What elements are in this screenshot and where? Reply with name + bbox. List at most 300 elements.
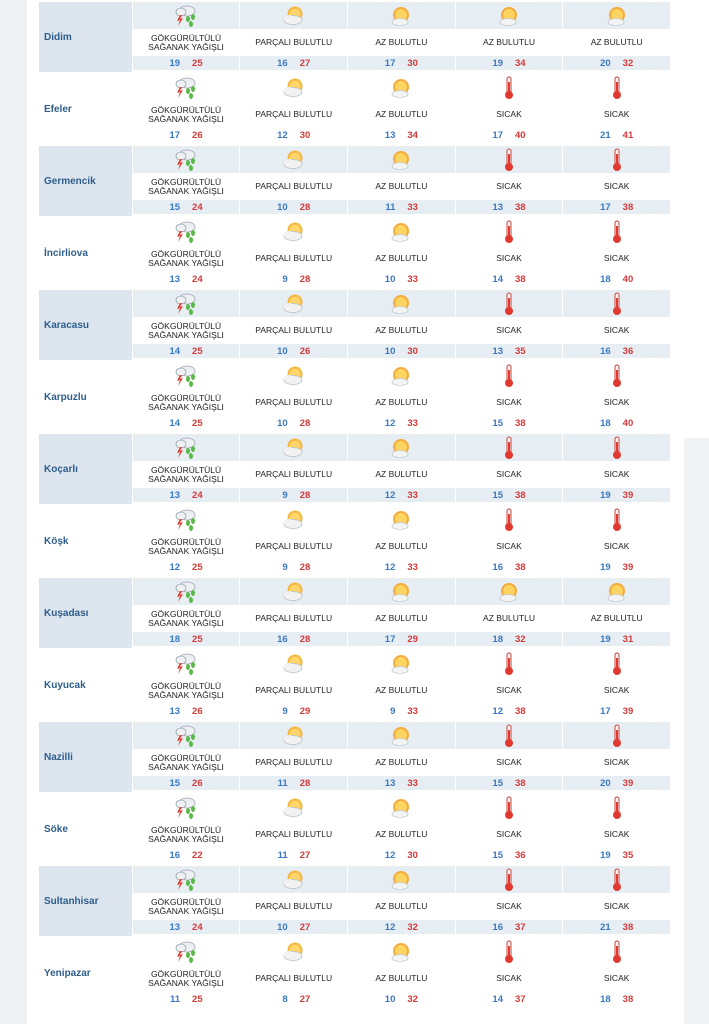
weather-description: AZ BULUTLU <box>375 973 428 983</box>
day-forecast-cell <box>133 938 240 1010</box>
thermometer-icon <box>456 506 563 533</box>
day-forecast-cell <box>348 722 455 794</box>
weather-description: PARÇALI BULUTLU <box>255 397 333 407</box>
day-forecast-cell <box>133 290 240 362</box>
weather-description: SICAK <box>603 757 630 767</box>
weather-description: SICAK <box>496 109 522 119</box>
mostly-sunny-icon <box>348 218 455 245</box>
thermometer-icon <box>456 866 563 893</box>
thermometer-icon <box>456 434 563 461</box>
temperature-range <box>456 560 563 574</box>
weather-description: PARÇALI BULUTLU <box>255 829 333 839</box>
weather-description: AZ BULUTLU <box>375 901 428 911</box>
weather-description: AZ BULUTLU <box>375 181 428 191</box>
forecast-table <box>27 0 684 1024</box>
mostly-sunny-icon <box>348 866 455 893</box>
day-forecast-cell <box>456 434 563 506</box>
weather-description: PARÇALI BULUTLU <box>255 37 333 47</box>
temperature-range <box>456 416 563 430</box>
thermometer-icon <box>456 218 563 245</box>
day-forecast-cell <box>240 218 347 290</box>
max-temp: 32 <box>407 993 418 1005</box>
weather-description: AZ BULUTLU <box>375 829 428 839</box>
min-temp: 16 <box>492 921 504 933</box>
weather-description: GÖKGÜRÜLTÜLÜ SAĞANAK YAĞIŞLI <box>148 464 224 484</box>
min-temp: 14 <box>169 345 181 357</box>
city-name[interactable]: Kuşadası <box>39 578 132 648</box>
thermometer-icon <box>563 722 670 749</box>
city-name[interactable]: Sultanhisar <box>39 866 132 936</box>
temperature-range <box>240 416 347 430</box>
temperature-range <box>348 920 455 934</box>
min-temp: 19 <box>600 633 611 645</box>
weather-description: SICAK <box>603 901 630 911</box>
mostly-sunny-icon <box>348 434 455 461</box>
thermometer-icon <box>456 290 563 317</box>
min-temp: 15 <box>492 417 504 429</box>
weather-description: SICAK <box>603 253 630 263</box>
min-temp: 16 <box>277 57 288 69</box>
weather-description: AZ BULUTLU <box>375 37 428 47</box>
temperature-range <box>563 344 670 358</box>
city-name[interactable]: Yenipazar <box>44 967 91 979</box>
weather-description: PARÇALI BULUTLU <box>255 613 333 623</box>
max-temp: 30 <box>407 57 418 69</box>
mostly-sunny-icon <box>348 2 455 29</box>
temperature-range <box>348 344 455 358</box>
day-forecast-cell <box>456 218 563 290</box>
day-forecast-cell <box>240 722 347 794</box>
weather-description: SICAK <box>496 253 522 263</box>
weather-description: GÖKGÜRÜLTÜLÜ SAĞANAK YAĞIŞLI <box>148 824 224 844</box>
min-temp: 14 <box>169 417 181 429</box>
min-temp: 19 <box>600 489 611 501</box>
min-temp: 9 <box>282 273 288 285</box>
temperature-range <box>240 200 347 214</box>
min-temp: 17 <box>600 705 611 717</box>
forecast-row <box>39 722 670 794</box>
max-temp: 33 <box>407 705 418 717</box>
temperature-range <box>348 416 455 430</box>
min-temp: 13 <box>169 705 181 717</box>
max-temp: 27 <box>299 921 311 933</box>
min-temp: 9 <box>282 489 288 501</box>
weather-description: GÖKGÜRÜLTÜLÜ SAĞANAK YAĞIŞLI <box>148 176 224 196</box>
partly-cloudy-icon <box>240 290 347 317</box>
min-temp: 18 <box>492 633 504 645</box>
min-temp: 13 <box>384 777 396 789</box>
day-forecast-cell <box>240 74 347 146</box>
weather-description: SICAK <box>603 469 630 479</box>
city-name[interactable]: Efeler <box>44 103 72 115</box>
max-temp: 26 <box>192 705 203 717</box>
max-temp: 30 <box>407 849 418 861</box>
min-temp: 11 <box>385 201 396 213</box>
weather-description: GÖKGÜRÜLTÜLÜ SAĞANAK YAĞIŞLI <box>148 104 224 124</box>
weather-description: AZ BULUTLU <box>483 613 535 623</box>
max-temp: 25 <box>192 57 203 69</box>
min-temp: 13 <box>169 489 181 501</box>
min-temp: 14 <box>492 993 504 1005</box>
max-temp: 32 <box>407 921 418 933</box>
partly-cloudy-icon <box>240 434 347 461</box>
min-temp: 12 <box>492 705 504 717</box>
temperature-range <box>133 488 240 502</box>
min-temp: 9 <box>282 705 288 717</box>
thermometer-icon <box>563 650 670 677</box>
day-forecast-cell <box>456 74 563 146</box>
max-temp: 38 <box>622 921 634 933</box>
max-temp: 40 <box>515 129 526 141</box>
weather-description: PARÇALI BULUTLU <box>255 973 333 983</box>
max-temp: 24 <box>192 201 203 213</box>
weather-description: GÖKGÜRÜLTÜLÜ SAĞANAK YAĞIŞLI <box>148 392 224 412</box>
min-temp: 19 <box>169 57 181 69</box>
mostly-sunny-icon <box>348 506 455 533</box>
weather-description: SICAK <box>603 397 630 407</box>
day-forecast-cell <box>133 146 240 218</box>
day-forecast-cell <box>133 74 240 146</box>
weather-description: SICAK <box>496 541 522 551</box>
min-temp: 12 <box>277 129 288 141</box>
min-temp: 19 <box>600 561 611 573</box>
partly-cloudy-icon <box>240 866 347 893</box>
max-temp: 28 <box>299 273 311 285</box>
temperature-range <box>133 992 240 1006</box>
thermometer-icon <box>456 146 563 173</box>
day-forecast-cell <box>456 938 563 1010</box>
mostly-sunny-icon <box>563 2 670 29</box>
city-name[interactable]: Karacasu <box>39 290 132 360</box>
min-temp: 13 <box>492 201 504 213</box>
temperature-range <box>348 128 455 142</box>
temperature-range <box>348 632 455 646</box>
weather-description: AZ BULUTLU <box>375 541 428 551</box>
min-temp: 20 <box>600 777 611 789</box>
weather-description: SICAK <box>603 541 630 551</box>
temperature-range <box>456 128 563 142</box>
temperature-range <box>240 704 347 718</box>
min-temp: 15 <box>492 849 504 861</box>
thermometer-icon <box>456 362 563 389</box>
temperature-range <box>240 992 347 1006</box>
min-temp: 12 <box>384 921 396 933</box>
city-name[interactable]: Germencik <box>39 146 132 216</box>
temperature-range <box>456 704 563 718</box>
temperature-range <box>456 344 563 358</box>
city-name[interactable]: Söke <box>44 823 68 835</box>
day-forecast-cell <box>563 650 670 722</box>
max-temp: 28 <box>299 201 311 213</box>
max-temp: 34 <box>407 129 418 141</box>
partly-cloudy-icon <box>240 362 347 389</box>
min-temp: 10 <box>277 201 288 213</box>
forecast-row <box>39 74 670 146</box>
max-temp: 40 <box>622 417 634 429</box>
temperature-range <box>348 704 455 718</box>
weather-description: AZ BULUTLU <box>375 613 428 623</box>
max-temp: 25 <box>192 417 203 429</box>
thermometer-icon <box>563 362 670 389</box>
weather-description: PARÇALI BULUTLU <box>255 541 333 551</box>
temperature-range <box>240 632 347 646</box>
storm-rain-icon <box>133 938 240 965</box>
min-temp: 12 <box>384 849 396 861</box>
max-temp: 40 <box>622 273 634 285</box>
temperature-range <box>563 704 670 718</box>
max-temp: 26 <box>299 345 311 357</box>
forecast-row <box>39 650 670 722</box>
storm-rain-icon <box>133 866 240 893</box>
thermometer-icon <box>563 794 670 821</box>
max-temp: 32 <box>515 633 526 645</box>
max-temp: 28 <box>299 633 311 645</box>
partly-cloudy-icon <box>240 722 347 749</box>
max-temp: 35 <box>515 345 526 357</box>
forecast-rows <box>39 2 670 1010</box>
thermometer-icon <box>456 938 563 965</box>
day-forecast-cell <box>133 722 240 794</box>
weather-description: AZ BULUTLU <box>375 757 428 767</box>
max-temp: 28 <box>299 489 311 501</box>
day-forecast-cell <box>456 362 563 434</box>
city-name[interactable]: Karpuzlu <box>44 391 87 403</box>
city-name[interactable]: Köşk <box>44 535 69 547</box>
day-forecast-cell <box>133 218 240 290</box>
weather-description: SICAK <box>496 757 522 767</box>
max-temp: 38 <box>622 993 634 1005</box>
day-forecast-cell <box>348 866 455 938</box>
day-forecast-cell <box>348 506 455 578</box>
day-forecast-cell <box>133 2 240 74</box>
city-name[interactable]: Kuyucak <box>44 679 86 691</box>
temperature-range <box>240 128 347 142</box>
min-temp: 11 <box>277 849 288 861</box>
temperature-range <box>240 560 347 574</box>
storm-rain-icon <box>133 74 240 101</box>
max-temp: 33 <box>407 561 418 573</box>
thermometer-icon <box>563 938 670 965</box>
city-name[interactable]: Koçarlı <box>39 434 132 504</box>
temperature-range <box>563 848 670 862</box>
weather-description: GÖKGÜRÜLTÜLÜ SAĞANAK YAĞIŞLI <box>148 32 224 52</box>
page-margin-right <box>684 0 709 438</box>
temperature-range <box>456 920 563 934</box>
min-temp: 9 <box>390 705 396 717</box>
max-temp: 39 <box>622 489 634 501</box>
day-forecast-cell <box>240 434 347 506</box>
city-name[interactable]: İncirliova <box>44 247 88 259</box>
weather-description: PARÇALI BULUTLU <box>255 253 333 263</box>
day-forecast-cell <box>240 146 347 218</box>
day-forecast-cell <box>240 866 347 938</box>
day-forecast-cell <box>133 866 240 938</box>
thermometer-icon <box>563 434 670 461</box>
weather-description: AZ BULUTLU <box>590 37 643 47</box>
temperature-range <box>348 56 455 70</box>
day-forecast-cell <box>240 2 347 74</box>
day-forecast-cell <box>456 794 563 866</box>
day-forecast-cell <box>456 650 563 722</box>
partly-cloudy-icon <box>240 578 347 605</box>
partly-cloudy-icon <box>240 2 347 29</box>
forecast-row <box>39 362 670 434</box>
weather-description: SICAK <box>603 325 630 335</box>
temperature-range <box>563 488 670 502</box>
day-forecast-cell <box>348 650 455 722</box>
weather-description: PARÇALI BULUTLU <box>255 469 333 479</box>
min-temp: 19 <box>492 57 504 69</box>
weather-description: SICAK <box>603 829 630 839</box>
city-name[interactable]: Didim <box>39 2 132 72</box>
thermometer-icon <box>456 74 563 101</box>
temperature-range <box>456 56 563 70</box>
storm-rain-icon <box>133 2 240 29</box>
min-temp: 10 <box>277 417 288 429</box>
max-temp: 38 <box>515 777 526 789</box>
min-temp: 16 <box>492 561 504 573</box>
forecast-row <box>39 2 670 74</box>
temperature-range <box>456 632 563 646</box>
max-temp: 38 <box>515 561 526 573</box>
mostly-sunny-icon <box>348 146 455 173</box>
temperature-range <box>133 560 240 574</box>
max-temp: 39 <box>622 705 634 717</box>
day-forecast-cell <box>133 362 240 434</box>
temperature-range <box>456 992 563 1006</box>
min-temp: 18 <box>600 417 611 429</box>
max-temp: 32 <box>622 57 634 69</box>
max-temp: 26 <box>192 777 203 789</box>
max-temp: 37 <box>515 921 526 933</box>
weather-description: SICAK <box>496 829 522 839</box>
min-temp: 14 <box>492 273 504 285</box>
storm-rain-icon <box>133 578 240 605</box>
forecast-row <box>39 290 670 362</box>
day-forecast-cell <box>563 290 670 362</box>
min-temp: 16 <box>600 345 611 357</box>
min-temp: 16 <box>169 849 181 861</box>
temperature-range <box>456 776 563 790</box>
weather-description: SICAK <box>603 973 630 983</box>
weather-description: AZ BULUTLU <box>375 253 428 263</box>
min-temp: 15 <box>492 489 504 501</box>
min-temp: 8 <box>282 993 288 1005</box>
temperature-range <box>563 776 670 790</box>
temperature-range <box>456 488 563 502</box>
min-temp: 17 <box>384 633 396 645</box>
thermometer-icon <box>563 74 670 101</box>
max-temp: 38 <box>622 201 634 213</box>
mostly-sunny-icon <box>348 290 455 317</box>
max-temp: 31 <box>622 633 634 645</box>
max-temp: 33 <box>407 273 418 285</box>
min-temp: 13 <box>384 129 396 141</box>
weather-description: GÖKGÜRÜLTÜLÜ SAĞANAK YAĞIŞLI <box>148 608 224 628</box>
temperature-range <box>240 920 347 934</box>
mostly-sunny-icon <box>348 74 455 101</box>
max-temp: 37 <box>515 993 526 1005</box>
weather-description: GÖKGÜRÜLTÜLÜ SAĞANAK YAĞIŞLI <box>148 752 224 772</box>
weather-description: GÖKGÜRÜLTÜLÜ SAĞANAK YAĞIŞLI <box>148 320 224 340</box>
temperature-range <box>563 560 670 574</box>
max-temp: 27 <box>299 57 311 69</box>
storm-rain-icon <box>133 218 240 245</box>
day-forecast-cell <box>563 74 670 146</box>
storm-rain-icon <box>133 434 240 461</box>
storm-rain-icon <box>133 290 240 317</box>
min-temp: 12 <box>384 561 396 573</box>
thermometer-icon <box>456 722 563 749</box>
temperature-range <box>348 272 455 286</box>
day-forecast-cell <box>348 218 455 290</box>
temperature-range <box>133 632 240 646</box>
min-temp: 18 <box>600 993 611 1005</box>
max-temp: 33 <box>407 417 418 429</box>
temperature-range <box>240 848 347 862</box>
max-temp: 38 <box>515 273 526 285</box>
day-forecast-cell <box>240 578 347 650</box>
day-forecast-cell <box>133 434 240 506</box>
weather-description: PARÇALI BULUTLU <box>255 901 333 911</box>
mostly-sunny-icon <box>348 722 455 749</box>
partly-cloudy-icon <box>240 938 347 965</box>
temperature-range <box>133 776 240 790</box>
min-temp: 16 <box>277 633 288 645</box>
day-forecast-cell <box>456 722 563 794</box>
thermometer-icon <box>456 794 563 821</box>
mostly-sunny-icon <box>348 362 455 389</box>
temperature-range <box>133 416 240 430</box>
weather-description: PARÇALI BULUTLU <box>255 109 333 119</box>
partly-cloudy-icon <box>240 650 347 677</box>
max-temp: 25 <box>192 993 203 1005</box>
temperature-range <box>133 272 240 286</box>
day-forecast-cell <box>240 650 347 722</box>
weather-description: GÖKGÜRÜLTÜLÜ SAĞANAK YAĞIŞLI <box>148 536 224 556</box>
max-temp: 33 <box>407 201 418 213</box>
partly-cloudy-icon <box>240 146 347 173</box>
temperature-range <box>133 56 240 70</box>
min-temp: 10 <box>384 993 396 1005</box>
temperature-range <box>133 920 240 934</box>
min-temp: 12 <box>384 417 396 429</box>
forecast-row <box>39 434 670 506</box>
day-forecast-cell <box>456 578 563 650</box>
min-temp: 18 <box>600 273 611 285</box>
max-temp: 33 <box>407 777 418 789</box>
storm-rain-icon <box>133 146 240 173</box>
weather-description: GÖKGÜRÜLTÜLÜ SAĞANAK YAĞIŞLI <box>148 968 224 988</box>
min-temp: 15 <box>169 777 181 789</box>
day-forecast-cell <box>563 362 670 434</box>
min-temp: 10 <box>384 345 396 357</box>
day-forecast-cell <box>348 794 455 866</box>
temperature-range <box>133 704 240 718</box>
city-name[interactable]: Nazilli <box>39 722 132 792</box>
max-temp: 28 <box>299 777 311 789</box>
temperature-range <box>563 992 670 1006</box>
max-temp: 28 <box>299 561 311 573</box>
min-temp: 13 <box>169 921 181 933</box>
min-temp: 15 <box>169 201 181 213</box>
temperature-range <box>240 56 347 70</box>
day-forecast-cell <box>456 866 563 938</box>
thermometer-icon <box>563 866 670 893</box>
partly-cloudy-icon <box>240 218 347 245</box>
forecast-row <box>39 866 670 938</box>
weather-description: AZ BULUTLU <box>375 109 428 119</box>
